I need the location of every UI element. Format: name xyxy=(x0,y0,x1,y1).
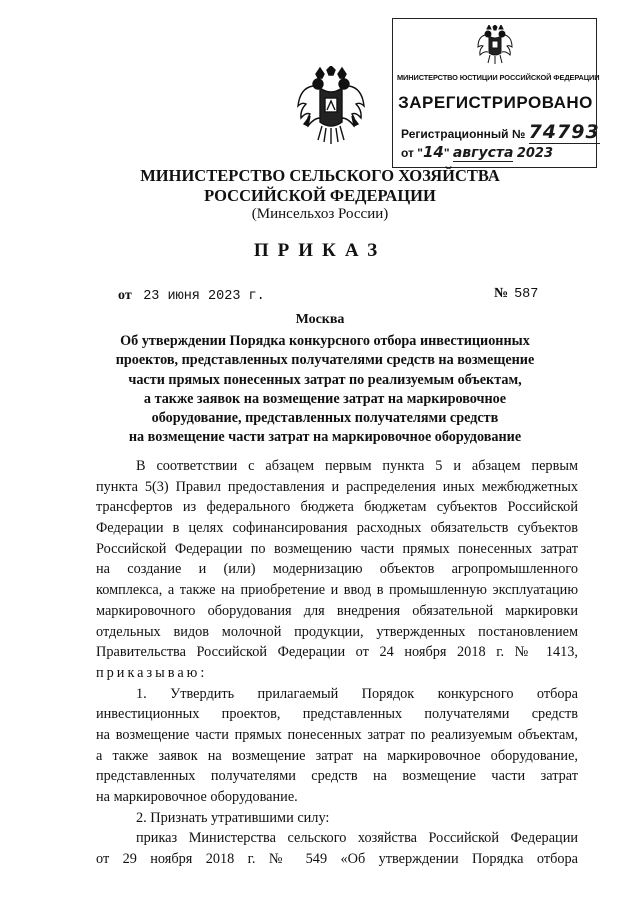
body-line: Российской Федерации по возмещению части прямых понесенных затрат xyxy=(96,540,578,557)
date-label: от xyxy=(118,288,132,303)
stamp-date-quote: " xyxy=(443,146,450,160)
stamp-ministry-name: МИНИСТЕРСТВО ЮСТИЦИИ РОССИЙСКОЙ ФЕДЕРАЦИИ xyxy=(397,73,600,82)
stamp-emblem-icon xyxy=(477,25,513,65)
body-line: маркировочного оборудования для внедрения обязательной маркировки xyxy=(96,602,578,619)
document-date xyxy=(118,288,265,304)
document-city: Москва xyxy=(295,312,345,327)
body-line: от 29 ноября 2018 г. № 549 «Об утверждении Порядка отбора xyxy=(96,851,578,868)
document-type-title: ПРИКАЗ xyxy=(253,240,387,261)
body-line: трансфертов из федерального бюджета бюджетам субъектов Российской xyxy=(96,499,578,516)
organization-name-line1: МИНИСТЕРСТВО СЕЛЬСКОГО ХОЗЯЙСТВА xyxy=(140,166,500,185)
body-line-orders: приказываю: xyxy=(96,664,208,681)
number-label: № xyxy=(494,286,509,301)
title-line: проектов, представленных получателями средств на возмещение xyxy=(115,352,535,369)
body-line: комплекса, а также на приобретение и ввод в промышленную эксплуатацию xyxy=(96,582,578,599)
body-line: на маркировочное оборудование. xyxy=(96,789,298,805)
body-line: на создание и (или) модернизацию объектов агропромышленного xyxy=(96,561,578,578)
body-line: приказ Министерства сельского хозяйства Российской Федерации xyxy=(136,830,578,847)
stamp-date-line xyxy=(401,143,553,162)
title-line: на возмещение части затрат на маркировочное оборудование xyxy=(128,429,522,446)
organization-name-line2: РОССИЙСКОЙ ФЕДЕРАЦИИ xyxy=(204,186,436,205)
stamp-date-prefix: от " xyxy=(401,146,423,160)
stamp-registration-line xyxy=(401,121,600,144)
title-line: части прямых понесенных затрат по реализуемым объектам, xyxy=(128,371,522,388)
stamp-reg-label: Регистрационный № xyxy=(401,127,526,141)
body-line: представленных получателями средств на возмещение части затрат xyxy=(96,768,578,785)
coat-of-arms-emblem xyxy=(296,66,366,148)
stamp-date-day: 14 xyxy=(422,143,444,161)
document-title xyxy=(80,332,570,448)
stamp-reg-number: 74793 xyxy=(528,121,600,143)
body-line: отдельных видов молочной продукции, утвержденных постановлением xyxy=(96,623,578,640)
stamp-status: ЗАРЕГИСТРИРОВАНО xyxy=(398,93,593,112)
body-line: а также заявок на возмещение затрат на маркировочное оборудование, xyxy=(96,747,578,764)
body-line: пункта 5(3) Правил предоставления и распределения иных межбюджетных xyxy=(96,478,578,495)
body-line: Правительства Российской Федерации от 24 ноября 2018 г. № 1413, xyxy=(96,644,578,661)
body-line: 1. Утвердить прилагаемый Порядок конкурсного отбора xyxy=(136,685,578,702)
stamp-date-year: 2023 xyxy=(516,146,553,161)
body-line: В соответствии с абзацем первым пункта 5 и абзацем первым xyxy=(136,458,578,474)
document-body xyxy=(96,456,578,870)
body-line: на возмещение части прямых понесенных затрат по реализуемым объектам, xyxy=(96,726,578,743)
registration-stamp xyxy=(392,18,600,168)
title-line: а также заявок на возмещение затрат на маркировочное xyxy=(143,390,507,407)
title-line: Об утверждении Порядка конкурсного отбора инвестиционных xyxy=(120,333,530,349)
stamp-date-month: августа xyxy=(452,145,514,161)
body-line: Федерации в целях софинансирования расходных обязательств субъектов xyxy=(96,520,578,537)
body-line: инвестиционных проектов, представленных получателями средств xyxy=(96,706,578,723)
document-number xyxy=(494,286,538,302)
organization-short-name: (Минсельхоз России) xyxy=(251,206,389,222)
date-value: 23 июня 2023 г. xyxy=(143,289,265,304)
title-line: оборудование, представленных получателями средств xyxy=(151,410,499,427)
number-value: 587 xyxy=(514,287,539,302)
body-line: 2. Признать утратившими силу: xyxy=(136,809,330,826)
